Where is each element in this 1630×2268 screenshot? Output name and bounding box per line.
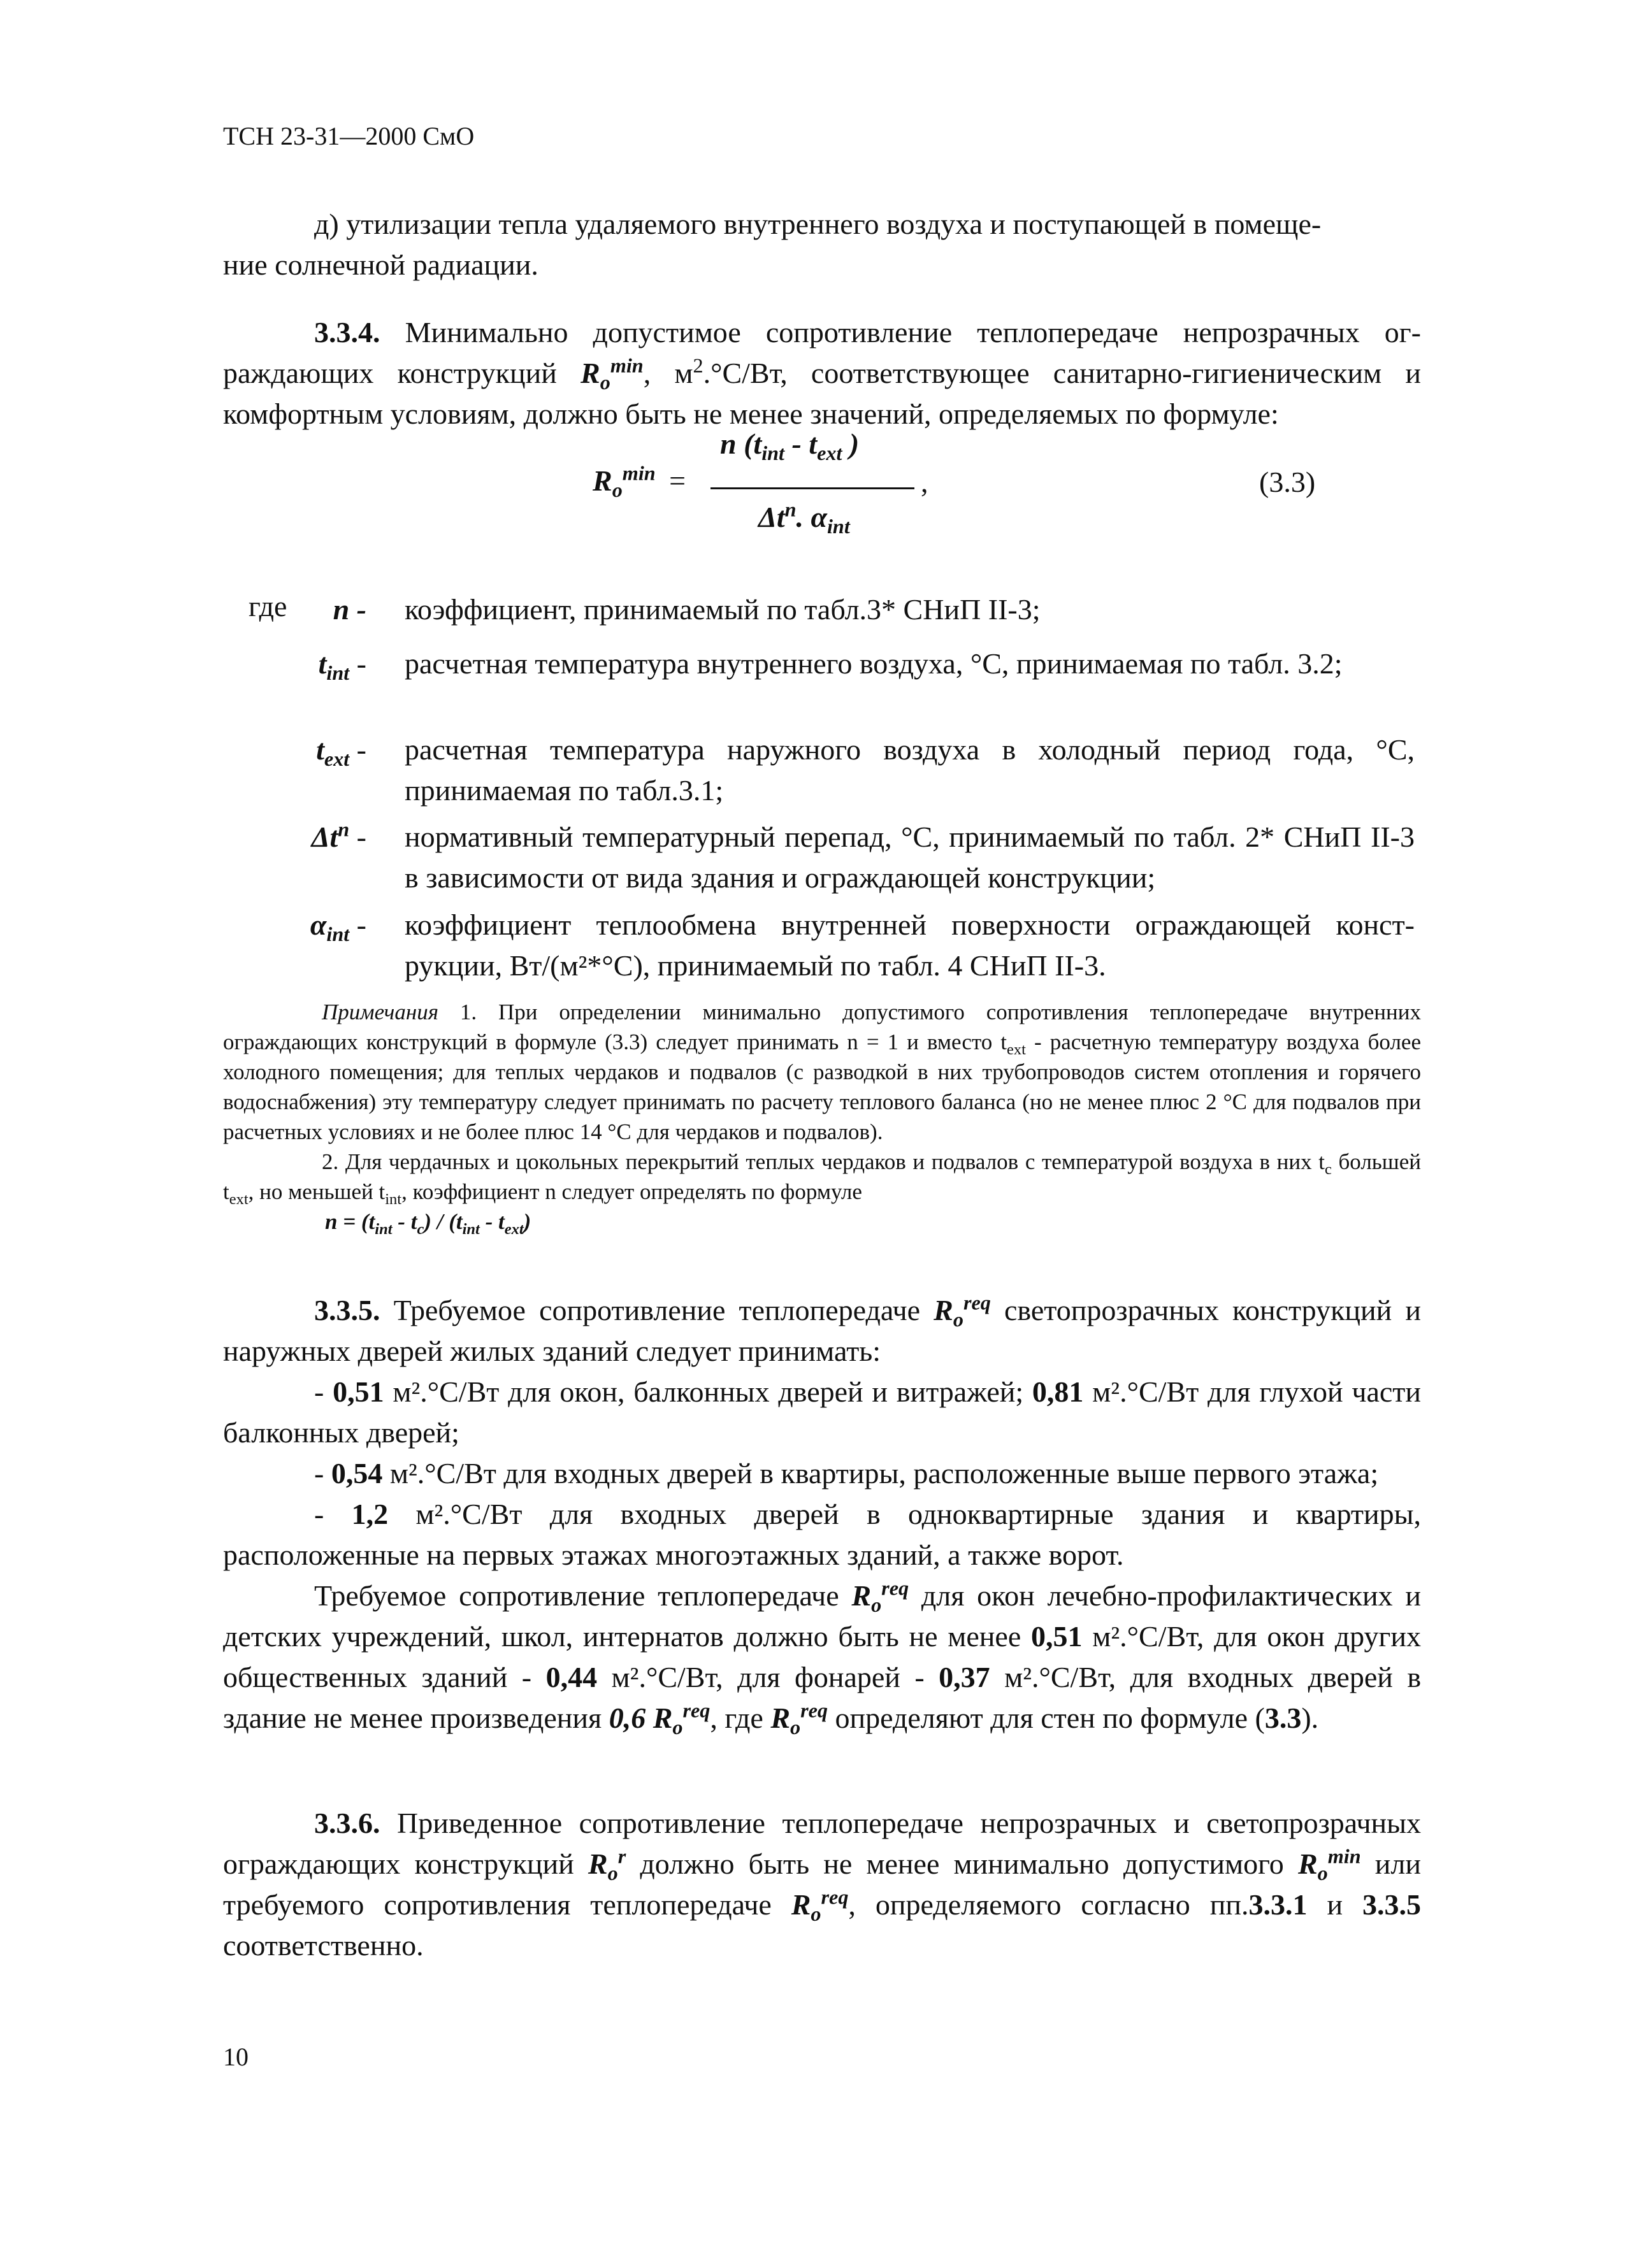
notes [223,997,1421,1237]
section-text: раждающих конструкций [223,357,557,389]
item-d-line2: ние солнечной радиации. [223,248,538,281]
where-item-n [249,589,1415,634]
where-symbol: $t_{int}$ - [318,647,366,685]
where-symbol: $\Delta t^n$ - [311,817,366,853]
section-number: 3.3.4. [314,316,380,348]
where-item-text [249,729,1415,812]
notes-title: Примечания [322,1000,439,1024]
item-d [223,204,1421,285]
section-335-bullet-1: - 0,51 м².°С/Вт для окон, балконных дверей и витражей; 0,81 м².°С/Вт для глухой части балконных дверей; [223,1375,1422,1449]
section-335-bullet-2: - 0,54 м².°С/Вт для входных дверей в квартиры, расположенные выше первого этажа; [314,1457,1379,1489]
where-symbol: n - [333,593,366,626]
section-text: комфортным условиям, должно быть не менее значений, определяемых по формуле: [223,398,1279,430]
section-3-3-5 [223,1290,1421,1739]
where-item-aint [249,905,1415,987]
where-label: где [249,590,287,622]
page-number: 10 [223,2042,249,2071]
where-text: расчетная температура внутреннего воздуха, °С, принимаемая по табл. 3.2; [405,647,1343,680]
item-d-line1: д) утилизации тепла удаляемого внутреннего воздуха и поступающей в помеще- [314,208,1322,240]
where-text: коэффициент теплообмена внутренней поверхности ограждающей конст-рукции, Вт/(м²*°С), принимаемый по табл. 4 СНиП II-3. [405,908,1415,982]
where-symbol: $t_{ext}$ - [316,733,366,771]
note-2: 2. Для чердачных и цокольных перекрытий теплых чердаков и подвалов с температурой воздуха в них $t_c$ большей $t_{ext}$, но меньшей $t_{int}$, коэффициент n следует определять по формуле [223,1149,1421,1208]
section-text: Минимально допустимое сопротивление теплопередаче непрозрачных ог- [405,316,1421,348]
unit-text: , м [643,357,693,389]
section-3-3-6: 3.3.6. Приведенное сопротивление теплопередаче непрозрачных и светопрозрачных ограждающих конструкций $R_o^r$ должно быть не менее минимально допустимого $R_o^{min}$ или требуемого сопротивления теплопередаче $R_o^{req}$, определяемого согласно пп.3.3.1 и 3.3.5 соответственно. [223,1807,1422,1962]
section-3-3-4: 3.3.4. Минимально допустимое сопротивление теплопередаче непрозрачных ог- раждающих конструкций $R_o^{min}$, $м^2.^\circ С/Вт$, соответствующее санитарно-гигиеническим и комфортным условиям, должно быть не менее значений, определяемых по формуле: [223,316,1422,430]
formula-3-3 [573,427,1421,554]
formula-number: (3.3) [1259,466,1316,498]
formula-denominator: $\Delta t^n$. $\alpha_{int}$ [758,498,850,538]
where-item-dtn [249,817,1415,900]
where-item-tint [249,643,1415,726]
formula-lhs: $R_o^{min}$ = [593,461,686,502]
section-text: .°С/Вт, соответствующее санитарно-гигиеническим и [703,357,1422,389]
where-text: нормативный температурный перепад, °С, принимаемый по табл. 2* СНиП II-3 в зависимости от вида здания и ограждающей конструкции; [405,821,1415,894]
fraction-line [710,487,914,489]
symbol-r: $R_o^{min}$ [581,354,644,394]
document-code: ТСН 23-31—2000 СмО [223,122,475,150]
section-335-bullet-3: - 1,2 м².°С/Вт для входных дверей в одноквартирные здания и квартиры, расположенные на первых этажах многоэтажных зданий, а также ворот. [223,1498,1421,1571]
where-symbol: $\alpha_{int}$ - [310,908,366,946]
section-335-para-2: Требуемое сопротивление теплопередаче $R_o^{req}$ для окон лечебно-профилактических и детских учреждений, школ, интернатов должно быть не менее 0,51 м².°С/Вт, для окон других общественных зданий - 0,44 м².°С/Вт, для фонарей - 0,37 м².°С/Вт, для входных дверей в здание не менее произведения 0,6 $R_o^{req}$, где $R_o^{req}$ определяют для стен по формуле (3.3). [223,1576,1422,1739]
note-2-formula: $n = (t_{int} - t_c) / (t_{int} - t_{ext})$ [325,1209,531,1238]
section-335-intro: 3.3.5. Требуемое сопротивление теплопередаче $R_o^{req}$ светопрозрачных конструкций и наружных дверей жилых зданий следует принимать: [223,1291,1422,1367]
note-1: Примечания 1. При определении минимально допустимого сопротивления теплопередаче внутренних ограждающих конструкций в формуле (3.3) следует принимать n = 1 и вместо $t_{ext}$ - расчетную температуру воздуха более холодного помещения; для теплых чердаков и подвалов (с разводкой в них трубопроводов систем отопления и горячего водоснабжения) эту температуру следует принимать по расчету теплового баланса (но не менее плюс 2 °С для подвалов при расчетных условиях и не более плюс 14 °С для чердаков и подвалов). [223,1000,1421,1144]
where-text: коэффициент, принимаемый по табл.3* СНиП II-3; [405,593,1041,626]
formula-numerator: n ($t_{int} - t_{ext}$ ) [720,427,860,465]
formula-comma: , [921,466,928,498]
where-text: расчетная температура наружного воздуха в холодный период года, °С, принимаемая по табл.3.1; [405,733,1415,807]
